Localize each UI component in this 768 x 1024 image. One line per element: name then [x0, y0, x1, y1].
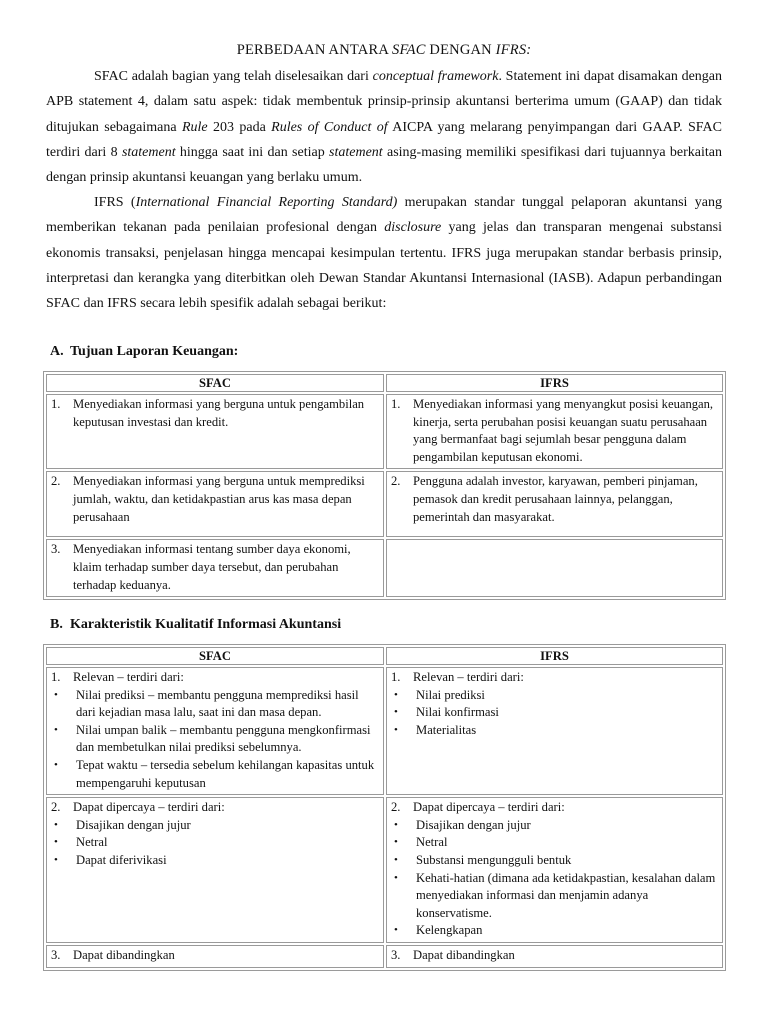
bullet-icon: •: [54, 853, 58, 866]
table-row: [46, 945, 723, 968]
table-row: [46, 797, 723, 943]
column-header-ifrs: IFRS: [386, 374, 723, 392]
cell-ifrs: 1. Menyediakan informasi yang menyangkut posisi keuangan, kinerja, serta perubahan posisi keuangan suatu perusahaan yang bermanfaat bagi sejumlah besar pengguna dalam pengambilan keputusan ekonomi.: [386, 394, 723, 469]
bullet-icon: •: [394, 853, 398, 866]
list-item: • Kehati-hatian (dimana ada ketidakpastian, kesalahan dalam menyediakan informasi dan menjamin adanya konservatisme.: [389, 870, 720, 923]
cell-ifrs: 3. Dapat dibandingkan: [386, 945, 723, 968]
cell-sfac: 2. Menyediakan informasi yang berguna untuk memprediksi jumlah, waktu, dan ketidakpastian arus kas masa depan perusahaan: [46, 471, 384, 537]
bullet-icon: •: [394, 871, 398, 884]
list-item: • Netral: [49, 834, 381, 852]
list-item: • Tepat waktu – tersedia sebelum kehilangan kapasitas untuk mempengaruhi keputusan: [49, 757, 381, 792]
cell-sfac: 1. Menyediakan informasi yang berguna untuk pengambilan keputusan investasi dan kredit.: [46, 394, 384, 469]
table-row: [46, 394, 723, 469]
bullet-icon: •: [394, 688, 398, 701]
list-item: • Netral: [389, 834, 720, 852]
list-item: • Substansi mengungguli bentuk: [389, 852, 720, 870]
list-item: • Materialitas: [389, 722, 720, 740]
table-row: [46, 471, 723, 537]
bullet-icon: •: [54, 836, 58, 849]
title-sfac: SFAC: [392, 42, 426, 58]
paragraph-sfac: SFAC adalah bagian yang telah diselesaikan dari conceptual framework. Statement ini dapat disamakan dengan APB statement 4, dalam satu aspek: tidak membentuk prinsip-prinsip akuntansi berterima umum (GAAP) dan tidak ditujukan sebagaimana Rule 203 pada Rules of Conduct of AICPA yang melarang penyimpangan dari GAAP. SFAC terdiri dari 8 statement hingga saat ini dan setiap statement asing-masing memiliki spesifikasi dari tujuannya berkaitan dengan prinsip akuntansi keuangan yang berlaku umum.: [46, 69, 723, 186]
cell-sfac: 3. Dapat dibandingkan: [46, 945, 384, 968]
list-item: • Disajikan dengan jujur: [389, 817, 720, 835]
cell-ifrs-empty: [386, 539, 723, 597]
list-item: • Nilai prediksi – membantu pengguna memprediksi hasil dari kejadian masa lalu, saat ini dan masa depan.: [49, 687, 381, 722]
page-title: [0, 42, 768, 59]
list-item: • Nilai umpan balik – membantu pengguna mengkonfirmasi dan membetulkan nilai prediksi sebelumnya.: [49, 722, 381, 757]
list-item: • Nilai konfirmasi: [389, 704, 720, 722]
title-text-mid: DENGAN: [425, 42, 496, 58]
column-header-sfac: SFAC: [46, 647, 384, 665]
table-row: [46, 539, 723, 597]
list-item: • Nilai prediksi: [389, 687, 720, 705]
paragraph-ifrs: IFRS (International Financial Reporting Standard) merupakan standar tunggal pelaporan akuntansi yang memberikan tekanan pada penilaian profesional dengan disclosure yang jelas dan transparan mengenai substansi ekonomis transaksi, penjelasan hingga mencapai kesimpulan tertentu. IFRS juga merupakan standar berbasis prinsip, interpretasi dan kerangka yang diterbitkan oleh Dewan Standar Akuntansi Internasional (IASB). Adapun perbandingan SFAC dan IFRS secara lebih spesifik adalah sebagai berikut:: [46, 195, 722, 312]
cell-sfac: 3. Menyediakan informasi tentang sumber daya ekonomi, klaim terhadap sumber daya tersebut, dan perubahan terhadap keduanya.: [46, 539, 384, 597]
column-header-sfac: SFAC: [46, 374, 384, 392]
column-header-ifrs: IFRS: [386, 647, 723, 665]
title-text: PERBEDAAN ANTARA: [236, 42, 393, 58]
bullet-icon: •: [394, 836, 398, 849]
list-item: • Disajikan dengan jujur: [49, 817, 381, 835]
bullet-icon: •: [54, 818, 58, 831]
table-header-row: [46, 647, 723, 665]
bullet-icon: •: [54, 758, 58, 771]
list-item: • Kelengkapan: [389, 922, 720, 940]
section-heading-b: B. Karakteristik Kualitatif Informasi Akuntansi: [50, 617, 342, 632]
table-karakteristik-kualitatif: [43, 644, 726, 971]
section-heading-a: A. Tujuan Laporan Keuangan:: [50, 344, 239, 359]
title-ifrs: IFRS:: [495, 42, 532, 58]
bullet-icon: •: [54, 723, 58, 736]
bullet-icon: •: [394, 723, 398, 736]
bullet-icon: •: [394, 706, 398, 719]
cell-ifrs: 1. Relevan – terdiri dari: • Nilai prediksi • Nilai konfirmasi • Materialitas: [386, 667, 723, 795]
table-row: [46, 667, 723, 795]
cell-ifrs: 2. Dapat dipercaya – terdiri dari: • Disajikan dengan jujur • Netral • Substansi mengungguli bentuk • Kehati-hatian (dimana ada ketidakpastian, kesalahan dalam menyediakan informasi dan menjamin adanya konservatisme. • Kelengkapan: [386, 797, 723, 943]
list-item: • Dapat diferivikasi: [49, 852, 381, 870]
bullet-icon: •: [394, 818, 398, 831]
cell-ifrs: 2. Pengguna adalah investor, karyawan, pemberi pinjaman, pemasok dan kredit perusahaan lainnya, pelanggan, pemerintah dan masyarakat.: [386, 471, 723, 537]
table-header-row: [46, 374, 723, 392]
bullet-icon: •: [54, 688, 58, 701]
table-tujuan-laporan: [43, 371, 726, 600]
cell-sfac: 1. Relevan – terdiri dari: • Nilai prediksi – membantu pengguna memprediksi hasil dari kejadian masa lalu, saat ini dan masa depan. • Nilai umpan balik – membantu pengguna mengkonfirmasi dan membetulkan nilai prediksi sebelumnya. • Tepat waktu – tersedia sebelum kehilangan kapasitas untuk mempengaruhi keputusan: [46, 667, 384, 795]
cell-sfac: 2. Dapat dipercaya – terdiri dari: • Disajikan dengan jujur • Netral • Dapat diferivikasi: [46, 797, 384, 943]
bullet-icon: •: [394, 924, 398, 937]
